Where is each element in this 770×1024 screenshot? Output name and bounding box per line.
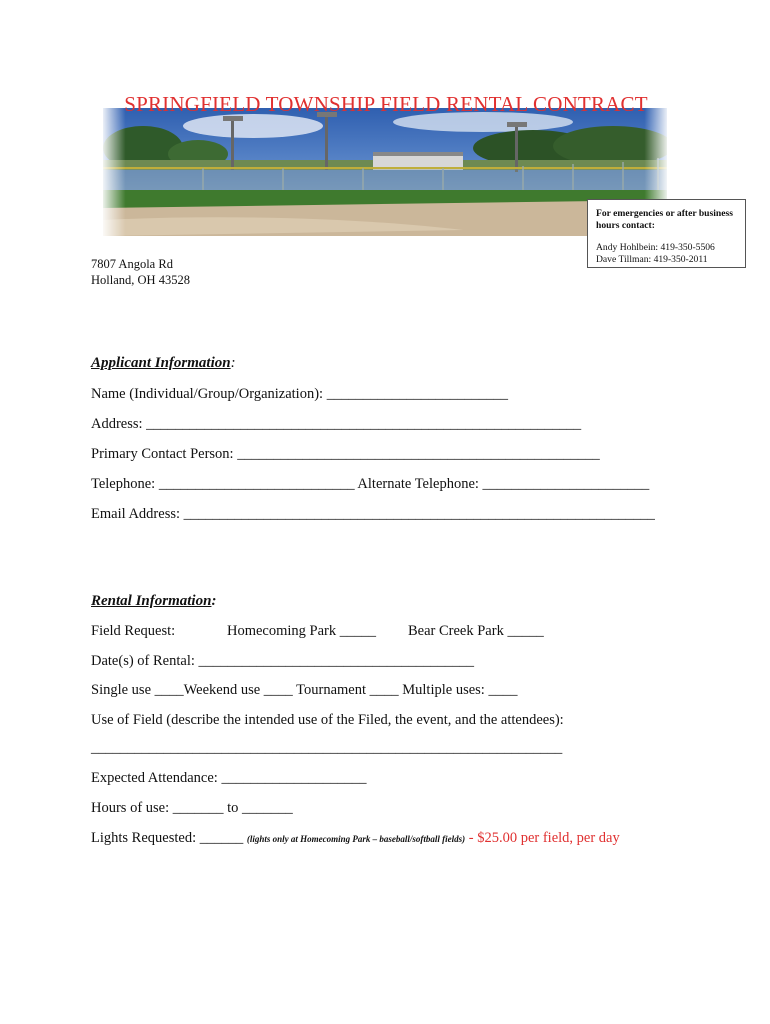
applicant-heading-colon: : bbox=[230, 355, 236, 371]
applicant-heading-text: Applicant Information bbox=[91, 355, 231, 371]
primary-contact-field[interactable]: Primary Contact Person: __________________________________________________ bbox=[91, 446, 600, 462]
rental-heading-colon: : bbox=[211, 593, 217, 609]
use-of-field-blank[interactable]: _________________________________________________________________ bbox=[91, 740, 563, 756]
emergency-contact-box bbox=[587, 199, 746, 268]
lights-requested-row bbox=[91, 830, 620, 847]
hours-of-use-field[interactable]: Hours of use: _______ to _______ bbox=[91, 800, 293, 816]
rental-heading bbox=[91, 593, 216, 610]
address-line-2: Holland, OH 43528 bbox=[91, 272, 190, 287]
email-field[interactable]: Email Address: _________________________________________________________________ bbox=[91, 506, 655, 522]
banner-photo bbox=[103, 108, 667, 236]
lights-price: - $25.00 per field, per day bbox=[468, 830, 620, 846]
emergency-contact-heading: For emergencies or after business hours contact: bbox=[596, 208, 733, 231]
expected-attendance-field[interactable]: Expected Attendance: ____________________ bbox=[91, 770, 367, 786]
applicant-heading bbox=[91, 355, 236, 372]
township-address bbox=[91, 257, 190, 288]
lights-requested-field[interactable]: Lights Requested: ______ bbox=[91, 830, 244, 846]
telephone-fields[interactable]: Telephone: ___________________________ Alternate Telephone: _______________________ bbox=[91, 476, 650, 492]
rental-dates-field[interactable]: Date(s) of Rental: ______________________________________ bbox=[91, 653, 475, 669]
address-line-1: 7807 Angola Rd bbox=[91, 257, 173, 271]
applicant-name-field[interactable]: Name (Individual/Group/Organization): _________________________ bbox=[91, 386, 508, 402]
bear-creek-park-option[interactable]: Bear Creek Park _____ bbox=[408, 623, 544, 639]
rental-heading-text: Rental Information bbox=[91, 593, 212, 609]
applicant-address-field[interactable]: Address: ____________________________________________________________ bbox=[91, 416, 582, 432]
ballfield-photo bbox=[103, 108, 667, 236]
emergency-contact-andy: Andy Hohlbein: 419-350-5506 bbox=[596, 242, 715, 253]
homecoming-park-option[interactable]: Homecoming Park _____ bbox=[227, 623, 377, 639]
usage-type-options[interactable]: Single use ____Weekend use ____ Tournament ____ Multiple uses: ____ bbox=[91, 682, 518, 698]
emergency-contact-dave: Dave Tillman: 419-350-2011 bbox=[596, 254, 708, 265]
field-request-label: Field Request: bbox=[91, 623, 176, 639]
use-of-field-prompt: Use of Field (describe the intended use of the Filed, the event, and the attendees): bbox=[91, 712, 564, 728]
page-title: SPRINGFIELD TOWNSHIP FIELD RENTAL CONTRACT bbox=[124, 92, 648, 116]
lights-note: (lights only at Homecoming Park – baseball/softball fields) bbox=[246, 834, 466, 844]
